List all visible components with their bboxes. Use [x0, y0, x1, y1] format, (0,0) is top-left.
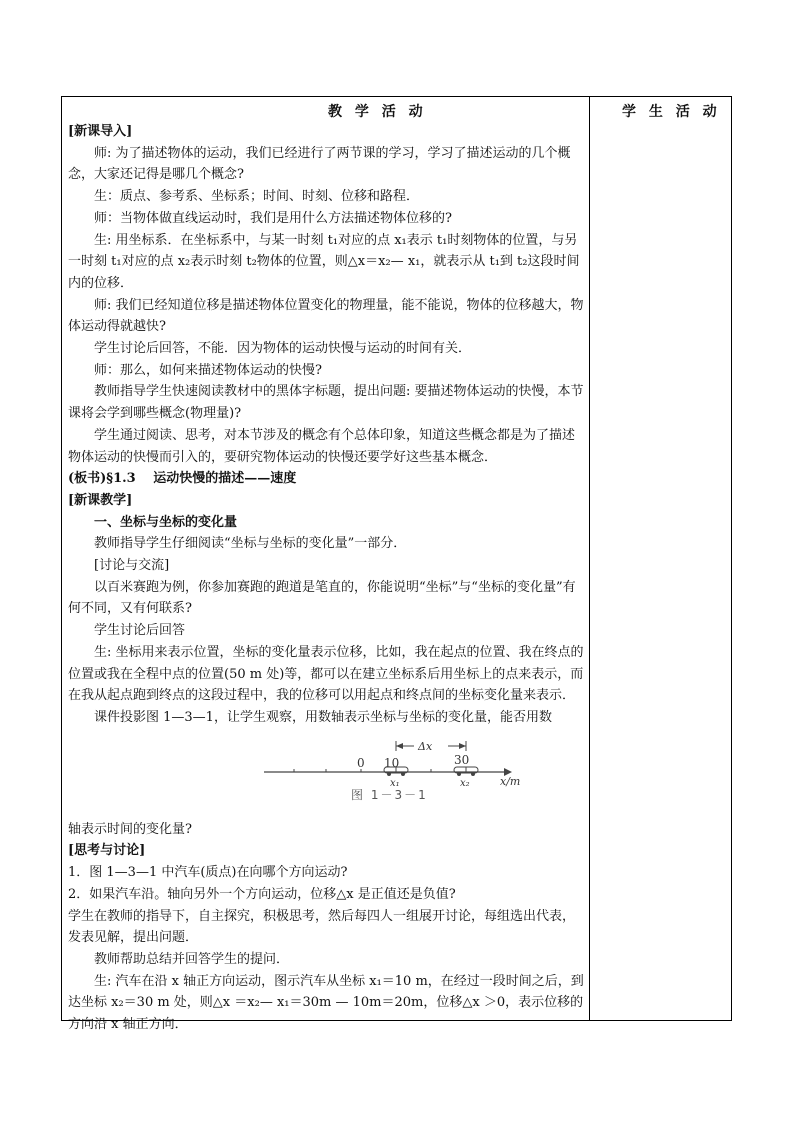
tick-label-0: 0 — [357, 755, 365, 770]
tick-label-10: 10 — [384, 755, 400, 770]
wheel-icon — [457, 772, 461, 776]
paragraph: 教师指导学生仔细阅读“坐标与坐标的变化量”一部分． — [94, 536, 407, 552]
paragraph: 师: 我们已经知道位移是描述物体位置变化的物理量，能不能说，物体的位移越大，物体运动得就越快? — [68, 297, 584, 335]
paragraph: 师: 为了描述物体的运动，我们已经进行了两节课的学习，学习了描述运动的几个概念，大家还记得是哪几个概念? — [68, 145, 571, 183]
dx-arrow-left — [396, 743, 403, 749]
paragraph: 生: 用坐标系．在坐标系中，与某一时刻 t₁对应的点 x₁表示 t₁时刻物体的位置，与另一时刻 t₁对应的点 x₂表示时刻 t₂物体的位置，则△x＝x₂— x₁，就表示从 t₁到 t₂这段时间内的位移． — [68, 232, 580, 291]
paragraph: 教师帮助总结并回答学生的提问． — [94, 951, 290, 967]
paragraph: 生：质点、参考系、坐标系；时间、时刻、位移和路程． — [94, 189, 420, 205]
subsection-heading: 一、坐标与坐标的变化量 — [94, 514, 238, 530]
x2-label: x₂ — [460, 777, 470, 789]
paragraph: 学生在教师的指导下，自主探究，积极思考，然后每四人一组展开讨论，每组选出代表，发表见解，提出问题． — [68, 908, 576, 946]
axis-label: x/m — [500, 774, 521, 788]
number-line-diagram — [264, 733, 544, 789]
wheel-icon — [401, 772, 405, 776]
lesson-table — [61, 96, 732, 1033]
figure-caption: 图 1－3－1 — [351, 787, 428, 802]
figure-1-3-1 — [68, 729, 584, 819]
dx-label: Δx — [418, 739, 433, 753]
x1-label: x₁ — [390, 777, 400, 789]
section-heading: [新课导入] — [68, 124, 133, 139]
student-activity-header: 学 生 活 动 — [622, 104, 721, 120]
paragraph: 以百米赛跑为例，你参加赛跑的跑道是笔直的，你能说明“坐标”与“坐标的变化量”有何不同，又有何联系? — [68, 579, 576, 617]
paragraph: 学生通过阅读、思考，对本节涉及的概念有个总体印象，知道这些概念都是为了描述物体运动的快慢而引入的，要研究物体运动的快慢还要学好这些基本概念． — [68, 427, 576, 465]
paragraph: 师：那么，如何来描述物体运动的快慢? — [94, 362, 322, 378]
question-2: 2．如果汽车沿。轴向另外一个方向运动，位移△x 是正值还是负值? — [68, 886, 456, 902]
dx-arrow-right — [459, 743, 466, 749]
wheel-icon — [471, 772, 475, 776]
paragraph: 学生讨论后回答，不能．因为物体的运动快慢与运动的时间有关． — [94, 341, 472, 357]
paragraph: 轴表示时间的变化量? — [68, 821, 192, 837]
section-heading: [新课教学] — [68, 492, 133, 508]
question-1: 1．图 1—3—1 中汽车(质点)在向哪个方向运动? — [68, 865, 348, 881]
section-heading: [思考与讨论] — [68, 843, 146, 859]
teaching-activity-header: 教 学 活 动 — [328, 104, 427, 120]
board-title: (板书)§1.3 运动快慢的描述——速度 — [68, 471, 297, 487]
paragraph: 教师指导学生快速阅读教材中的黑体字标题，提出问题: 要描述物体运动的快慢，本节课将会学到哪些概念(物理量)? — [68, 384, 584, 422]
column-divider — [589, 97, 590, 1020]
wheel-icon — [387, 772, 391, 776]
teaching-content — [68, 121, 584, 1036]
paragraph: 师：当物体做直线运动时，我们是用什么方法描述物体位移的? — [94, 210, 452, 226]
paragraph: 生: 坐标用来表示位置，坐标的变化量表示位移，比如，我在起点的位置、我在终点的位置或我在全程中点的位置(50 m 处)等，都可以在建立坐标系后用坐标上的点来表示，而在我从起点跑到终点的这段过程中，我的位移可以用起点和终点间的坐标变化量来表示． — [68, 644, 584, 704]
paragraph: 课件投影图 1—3—1，让学生观察，用数轴表示坐标与坐标的变化量，能否用数 — [94, 709, 552, 725]
tick-label-30: 30 — [454, 752, 470, 767]
paragraph: 生: 汽车在沿 x 轴正方向运动，图示汽车从坐标 x₁＝10 m，在经过一段时间之后，到达坐标 x₂＝30 m 处，则△x ＝x₂— x₁＝30m — 10m＝20m，位移△x ＞0，表示位移的方向沿 x 轴正方向． — [68, 973, 584, 1033]
paragraph: 学生讨论后回答 — [94, 623, 186, 639]
discussion-label: [讨论与交流] — [94, 558, 170, 574]
